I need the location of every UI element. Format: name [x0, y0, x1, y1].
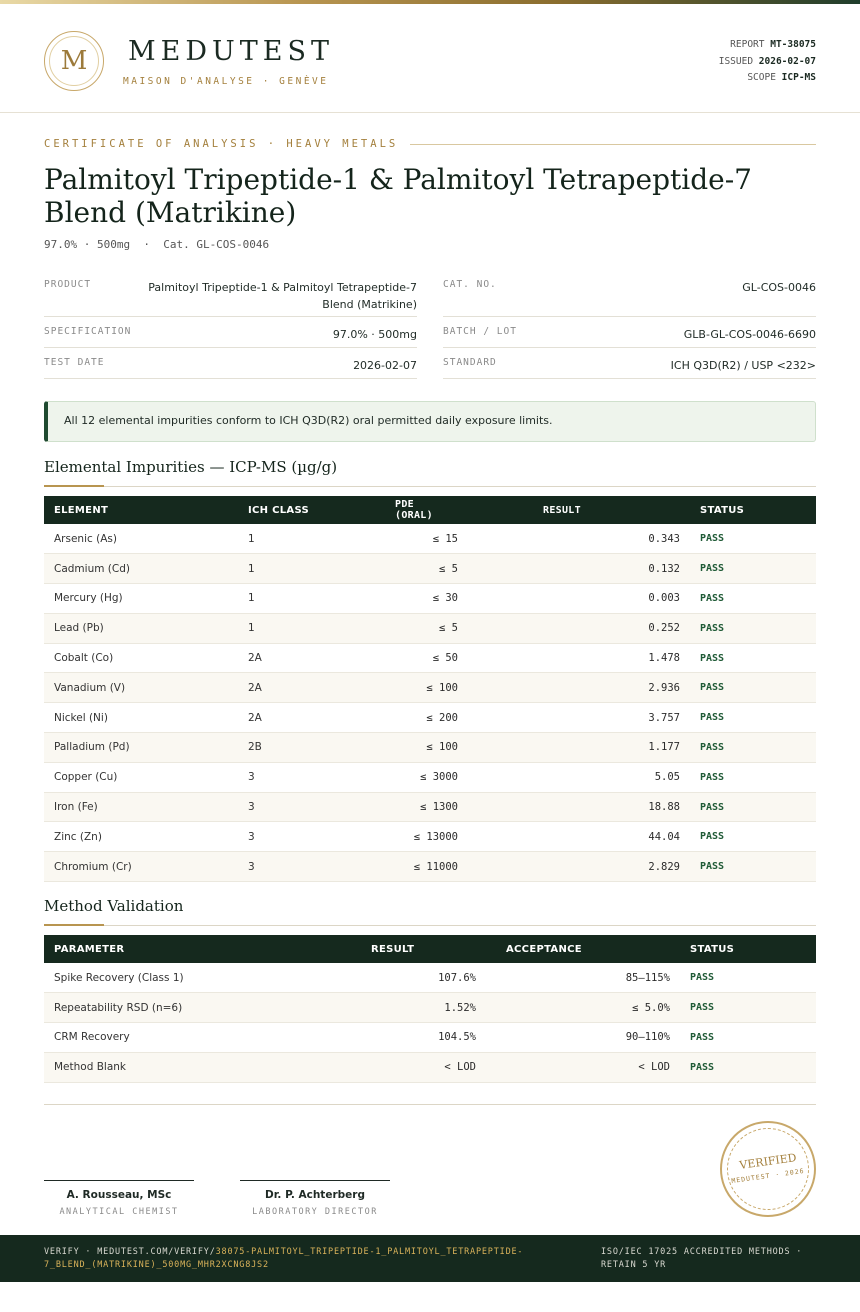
element-cell: Iron (Fe)	[44, 792, 238, 822]
report-meta	[719, 37, 816, 87]
status-cell: PASS	[690, 733, 816, 763]
element-cell: Zinc (Zn)	[44, 822, 238, 852]
parameter-cell: CRM Recovery	[44, 1023, 356, 1053]
signatory-name: A. Rousseau, MSc	[66, 1189, 172, 1201]
verify-url[interactable]: 38075-PALMITOYL_TRIPEPTIDE-1_PALMITOYL_TETRAPEPTIDE-7_BLEND_(MATRIKINE)_500MG_MHR2XCNG8JS2	[44, 1247, 524, 1270]
accreditation-note: ISO/IEC 17025 ACCREDITED METHODS · RETAIN 5 YR	[601, 1247, 803, 1270]
signatory-role: LABORATORY DIRECTOR	[252, 1207, 378, 1217]
impurities-section-rule	[44, 486, 816, 487]
impurities-section-title: Elemental Impurities — ICP-MS (µg/g)	[44, 458, 338, 476]
pde-cell: ≤ 100	[368, 733, 468, 763]
impurities-table	[44, 496, 816, 882]
result-cell: 104.5%	[356, 1023, 486, 1053]
result-cell: 5.05	[468, 762, 690, 792]
pde-cell: ≤ 100	[368, 673, 468, 703]
pde-cell: ≤ 11000	[368, 852, 468, 882]
validation-section-title: Method Validation	[44, 897, 184, 915]
table-row	[44, 733, 816, 763]
status-cell: PASS	[690, 584, 816, 614]
conformance-banner: All 12 elemental impurities conform to ICH Q3D(R2) oral permitted daily exposure limits.	[44, 401, 816, 442]
signature-block	[44, 1180, 194, 1217]
acceptance-cell: ≤ 5.0%	[486, 993, 680, 1023]
pde-cell: ≤ 3000	[368, 762, 468, 792]
table-row	[44, 762, 816, 792]
result-cell: 2.936	[468, 673, 690, 703]
table-row	[44, 1052, 816, 1082]
signature-block	[240, 1180, 390, 1217]
status-cell: PASS	[690, 524, 816, 554]
result-cell: 0.343	[468, 524, 690, 554]
info-grid-right	[443, 270, 816, 379]
issued-date: 2026-02-07	[758, 55, 816, 67]
pde-cell: ≤ 5	[368, 613, 468, 643]
column-header: RESULT	[543, 504, 581, 516]
status-cell: PASS	[690, 762, 816, 792]
verification-link[interactable]	[44, 1246, 564, 1271]
product-subtitle: 97.0% · 500mg · Cat. GL-COS-0046	[44, 238, 270, 251]
info-row-product	[44, 270, 417, 317]
element-cell: Lead (Pb)	[44, 613, 238, 643]
status-cell: PASS	[680, 963, 816, 993]
issued-label: ISSUED	[718, 55, 754, 67]
info-value: Palmitoyl Tripeptide-1 & Palmitoyl Tetrapeptide-7 Blend (Matrikine)	[148, 281, 417, 311]
status-cell: PASS	[690, 613, 816, 643]
class-cell: 3	[238, 822, 368, 852]
verified-seal	[720, 1121, 816, 1217]
brand-monogram: M	[49, 36, 99, 86]
element-cell: Cobalt (Co)	[44, 643, 238, 673]
result-cell: 3.757	[468, 703, 690, 733]
element-cell: Chromium (Cr)	[44, 852, 238, 882]
table-row	[44, 852, 816, 882]
pde-cell: ≤ 13000	[368, 822, 468, 852]
validation-table-body	[44, 963, 816, 1082]
info-row-standard	[443, 348, 816, 379]
result-cell: 1.52%	[356, 993, 486, 1023]
signature-line	[240, 1180, 390, 1181]
column-header: STATUS	[690, 943, 735, 955]
scope-label: SCOPE	[747, 72, 776, 83]
info-label: BATCH / LOT	[443, 326, 517, 337]
element-cell: Copper (Cu)	[44, 762, 238, 792]
class-cell: 1	[238, 524, 368, 554]
table-row	[44, 643, 816, 673]
element-cell: Nickel (Ni)	[44, 703, 238, 733]
info-label: SPECIFICATION	[44, 326, 132, 337]
status-cell: PASS	[690, 822, 816, 852]
info-label: STANDARD	[443, 357, 497, 368]
class-cell: 2B	[238, 733, 368, 763]
table-row	[44, 993, 816, 1023]
info-grid-left	[44, 270, 417, 379]
class-cell: 2A	[238, 643, 368, 673]
table-row	[44, 584, 816, 614]
signature-line	[44, 1180, 194, 1181]
info-value: 2026-02-07	[353, 359, 417, 372]
scope-value: ICP-MS	[781, 72, 816, 83]
validation-section-rule	[44, 925, 816, 926]
acceptance-cell: 85–115%	[486, 963, 680, 993]
info-value: GLB-GL-COS-0046-6690	[683, 328, 816, 341]
signatory-role: ANALYTICAL CHEMIST	[59, 1207, 179, 1217]
seal-text: VERIFIED	[738, 1151, 798, 1172]
product-title: Palmitoyl Tripeptide-1 & Palmitoyl Tetrapeptide-7 Blend (Matrikine)	[44, 163, 752, 229]
report-label: REPORT	[730, 39, 765, 50]
class-cell: 1	[238, 613, 368, 643]
table-row	[44, 792, 816, 822]
info-label: TEST DATE	[44, 357, 105, 368]
result-cell: 0.252	[468, 613, 690, 643]
result-cell: 44.04	[468, 822, 690, 852]
info-row-batch	[443, 317, 816, 348]
pde-cell: ≤ 1300	[368, 792, 468, 822]
parameter-cell: Spike Recovery (Class 1)	[44, 963, 356, 993]
column-header: RESULT	[371, 943, 415, 955]
status-cell: PASS	[690, 852, 816, 882]
status-cell: PASS	[680, 993, 816, 1023]
brand-tagline: MAISON D'ANALYSE · GENÈVE	[123, 76, 329, 87]
class-cell: 3	[238, 852, 368, 882]
info-label: CAT. NO.	[443, 279, 497, 290]
element-cell: Arsenic (As)	[44, 524, 238, 554]
pde-cell: ≤ 30	[368, 584, 468, 614]
column-header: ACCEPTANCE	[506, 943, 582, 955]
element-cell: Palladium (Pd)	[44, 733, 238, 763]
eyebrow-rule	[410, 144, 816, 145]
status-cell: PASS	[680, 1052, 816, 1082]
class-cell: 1	[238, 554, 368, 584]
status-cell: PASS	[690, 792, 816, 822]
column-header: ELEMENT	[54, 504, 109, 516]
table-row	[44, 963, 816, 993]
info-row-specification	[44, 317, 417, 348]
status-cell: PASS	[690, 643, 816, 673]
info-value: 97.0% · 500mg	[332, 328, 417, 341]
table-row	[44, 703, 816, 733]
table-row	[44, 524, 816, 554]
report-header	[0, 4, 860, 113]
class-cell: 3	[238, 762, 368, 792]
pde-cell: ≤ 50	[368, 643, 468, 673]
parameter-cell: Method Blank	[44, 1052, 356, 1082]
status-cell: PASS	[680, 1023, 816, 1053]
table-row	[44, 673, 816, 703]
class-cell: 2A	[238, 673, 368, 703]
table-row	[44, 554, 816, 584]
pde-cell: ≤ 5	[368, 554, 468, 584]
info-row-catalog	[443, 270, 816, 317]
report-number: MT-38075	[770, 39, 816, 50]
eyebrow-text: CERTIFICATE OF ANALYSIS · HEAVY METALS	[44, 138, 399, 150]
status-cell: PASS	[690, 673, 816, 703]
column-header: STATUS	[700, 504, 745, 516]
parameter-cell: Repeatability RSD (n=6)	[44, 993, 356, 1023]
document-eyebrow	[44, 138, 816, 150]
column-header: PARAMETER	[54, 943, 125, 955]
result-cell: < LOD	[356, 1052, 486, 1082]
class-cell: 2A	[238, 703, 368, 733]
info-value: GL-COS-0046	[742, 281, 816, 294]
result-cell: 1.478	[468, 643, 690, 673]
seal-subtext: MEDUTEST · 2026	[730, 1166, 806, 1186]
pde-cell: ≤ 15	[368, 524, 468, 554]
info-value: ICH Q3D(R2) / USP <232>	[670, 359, 816, 372]
table-header-row	[44, 935, 816, 963]
class-cell: 1	[238, 584, 368, 614]
brand-logo	[44, 31, 104, 91]
status-cell: PASS	[690, 703, 816, 733]
info-label: PRODUCT	[44, 279, 92, 290]
result-cell: 107.6%	[356, 963, 486, 993]
pde-cell: ≤ 200	[368, 703, 468, 733]
result-cell: 0.132	[468, 554, 690, 584]
result-cell: 1.177	[468, 733, 690, 763]
signature-divider	[44, 1104, 816, 1105]
status-cell: PASS	[690, 554, 816, 584]
table-row	[44, 613, 816, 643]
verify-prefix: VERIFY · MEDUTEST.COM/VERIFY/	[44, 1247, 216, 1257]
footer-bar	[0, 1235, 860, 1282]
table-row	[44, 1023, 816, 1053]
validation-table	[44, 935, 816, 1083]
element-cell: Vanadium (V)	[44, 673, 238, 703]
result-cell: 0.003	[468, 584, 690, 614]
table-row	[44, 822, 816, 852]
impurities-table-body	[44, 524, 816, 882]
result-cell: 18.88	[468, 792, 690, 822]
column-header: PDE (ORAL)	[395, 499, 433, 521]
result-cell: 2.829	[468, 852, 690, 882]
element-cell: Mercury (Hg)	[44, 584, 238, 614]
brand-name: MEDUTEST	[128, 36, 334, 67]
acceptance-cell: 90–110%	[486, 1023, 680, 1053]
column-header: ICH CLASS	[248, 504, 310, 516]
info-row-test-date	[44, 348, 417, 379]
class-cell: 3	[238, 792, 368, 822]
signatory-name: Dr. P. Achterberg	[265, 1189, 365, 1201]
element-cell: Cadmium (Cd)	[44, 554, 238, 584]
table-header-row	[44, 496, 816, 524]
acceptance-cell: < LOD	[486, 1052, 680, 1082]
